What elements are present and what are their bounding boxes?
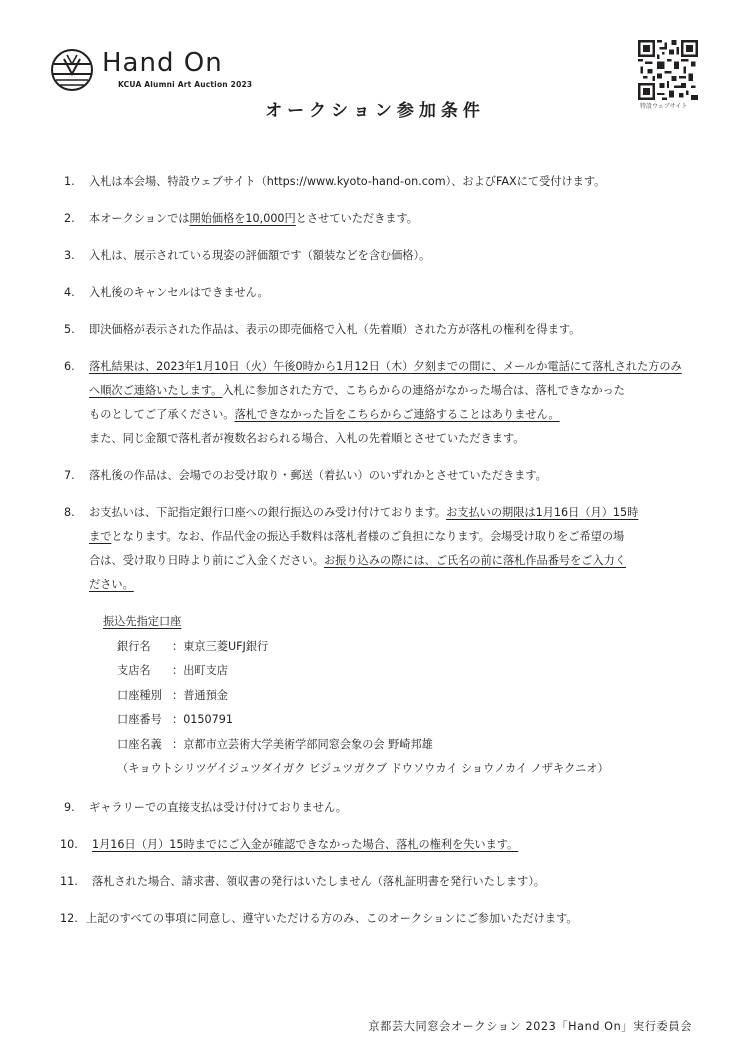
item-number: 7.	[64, 469, 75, 482]
item-number: 4.	[64, 286, 75, 299]
list-item	[64, 318, 704, 342]
item-text: 1月16日（月）15時までにご入金が確認できなかった場合、落札の権利を失います。	[92, 837, 519, 851]
list-item	[64, 355, 704, 451]
list-item	[64, 796, 704, 820]
logo-title: Hand On	[102, 48, 223, 78]
bank-heading: 振込先指定口座	[103, 615, 182, 628]
item-number: 9.	[64, 800, 75, 814]
item-number: 2.	[64, 212, 75, 225]
item-text: 即決価格が表示された作品は、表示の即売価格で入札（先着順）された方が落札の権利を得ます。	[89, 323, 581, 336]
item-number: 8.	[64, 506, 75, 519]
bank-row: 支店名 ：出町支店	[117, 664, 228, 677]
item-text: 入札後のキャンセルはできません。	[89, 286, 269, 299]
bank-account-block	[64, 610, 704, 782]
bank-row: 口座種別 ：普通預金	[117, 688, 228, 702]
hand-on-logo	[50, 48, 253, 98]
item-text: 合は、受け取り日時より前にご入金ください。お振り込みの際には、ご氏名の前に落札作品番号をご入力く	[89, 554, 627, 567]
list-item	[64, 501, 704, 597]
item-text: また、同じ金額で落札者が複数名おられる場合、入札の先着順とさせていただきます。	[89, 432, 525, 445]
item-text: ギャラリーでの直接支払は受け付けておりません。	[89, 800, 347, 814]
logo-subtitle: KCUA Alumni Art Auction 2023	[118, 80, 253, 89]
footer-organizer: 京都芸大同窓会オークション 2023「Hand On」実行委員会	[368, 1020, 692, 1033]
item-text: 落札された場合、請求書、領収書の発行はいたしません（落札証明書を発行いたします）。	[92, 874, 546, 888]
start-price-text: 開始価格を10,000円	[189, 212, 296, 225]
bank-row: 口座名義 ：京都市立芸術大学美術学部同窓会象の会 野崎邦雄	[117, 737, 433, 751]
item-text: 入札は本会場、特設ウェブサイト（https://www.kyoto-hand-on.com）、およびFAXにて受付けます。	[89, 175, 606, 188]
list-item	[64, 244, 704, 268]
item-text: ものとしてご了承ください。落札できなかった旨をこちらからご連絡することはありません。	[89, 408, 560, 421]
item-text: ださい。	[89, 578, 134, 591]
item-text: へ順次ご連絡いたします。入札に参加された方で、こちらからの連絡がなかった場合は、落札できなかった	[89, 384, 625, 397]
item-number: 3.	[64, 249, 75, 262]
item-text: お支払いは、下記指定銀行口座への銀行振込のみ受け付けております。お支払いの期限は1月16日（月）15時	[89, 506, 639, 519]
conditions-list	[60, 170, 704, 944]
logo-mark-icon	[50, 48, 94, 92]
item-number: 5.	[64, 323, 75, 336]
item-text: 入札は、展示されている現姿の評価額です（額装などを含む価格）。	[89, 249, 431, 262]
item-text: 落札結果は、2023年1月10日（火）午後0時から1月12日（木）夕刻までの間に、メールか電話にて落札された方のみ	[89, 360, 682, 373]
list-item	[60, 870, 704, 894]
list-item	[64, 281, 704, 305]
list-item	[60, 907, 704, 931]
list-item	[64, 170, 704, 194]
list-item	[64, 207, 704, 231]
item-number: 11.	[60, 874, 78, 888]
item-text: 本オークションでは開始価格を10,000円とさせていただきます。	[89, 212, 418, 225]
item-number: 1.	[64, 175, 75, 188]
item-number: 12.	[60, 911, 78, 925]
bank-row: 銀行名 ：東京三菱UFJ銀行	[117, 639, 269, 653]
item-number: 6.	[64, 360, 75, 373]
bank-row: 口座番号 ：0150791	[117, 713, 234, 726]
bank-kana: （キョウトシリツゲイジュツダイガク ビジュツガクブ ドウソウカイ ショウノカイ ノザキクニオ）	[117, 762, 609, 775]
qr-caption: 特設ウェブサイト	[640, 103, 688, 110]
item-text: 上記のすべての事項に同意し、遵守いただける方のみ、このオークションにご参加いただけます。	[86, 911, 578, 925]
qr-code-icon[interactable]	[638, 40, 698, 100]
list-item	[60, 833, 704, 857]
item-number: 10.	[60, 837, 78, 851]
page-title: オークション参加条件	[265, 101, 485, 121]
list-item	[64, 464, 704, 488]
item-text: 落札後の作品は、会場でのお受け取り・郵送（着払い）のいずれかとさせていただきます。	[89, 469, 547, 482]
item-text: までとなります。なお、作品代金の振込手数料は落札者様のご負担になります。会場受け取りをご希望の場	[89, 530, 625, 543]
